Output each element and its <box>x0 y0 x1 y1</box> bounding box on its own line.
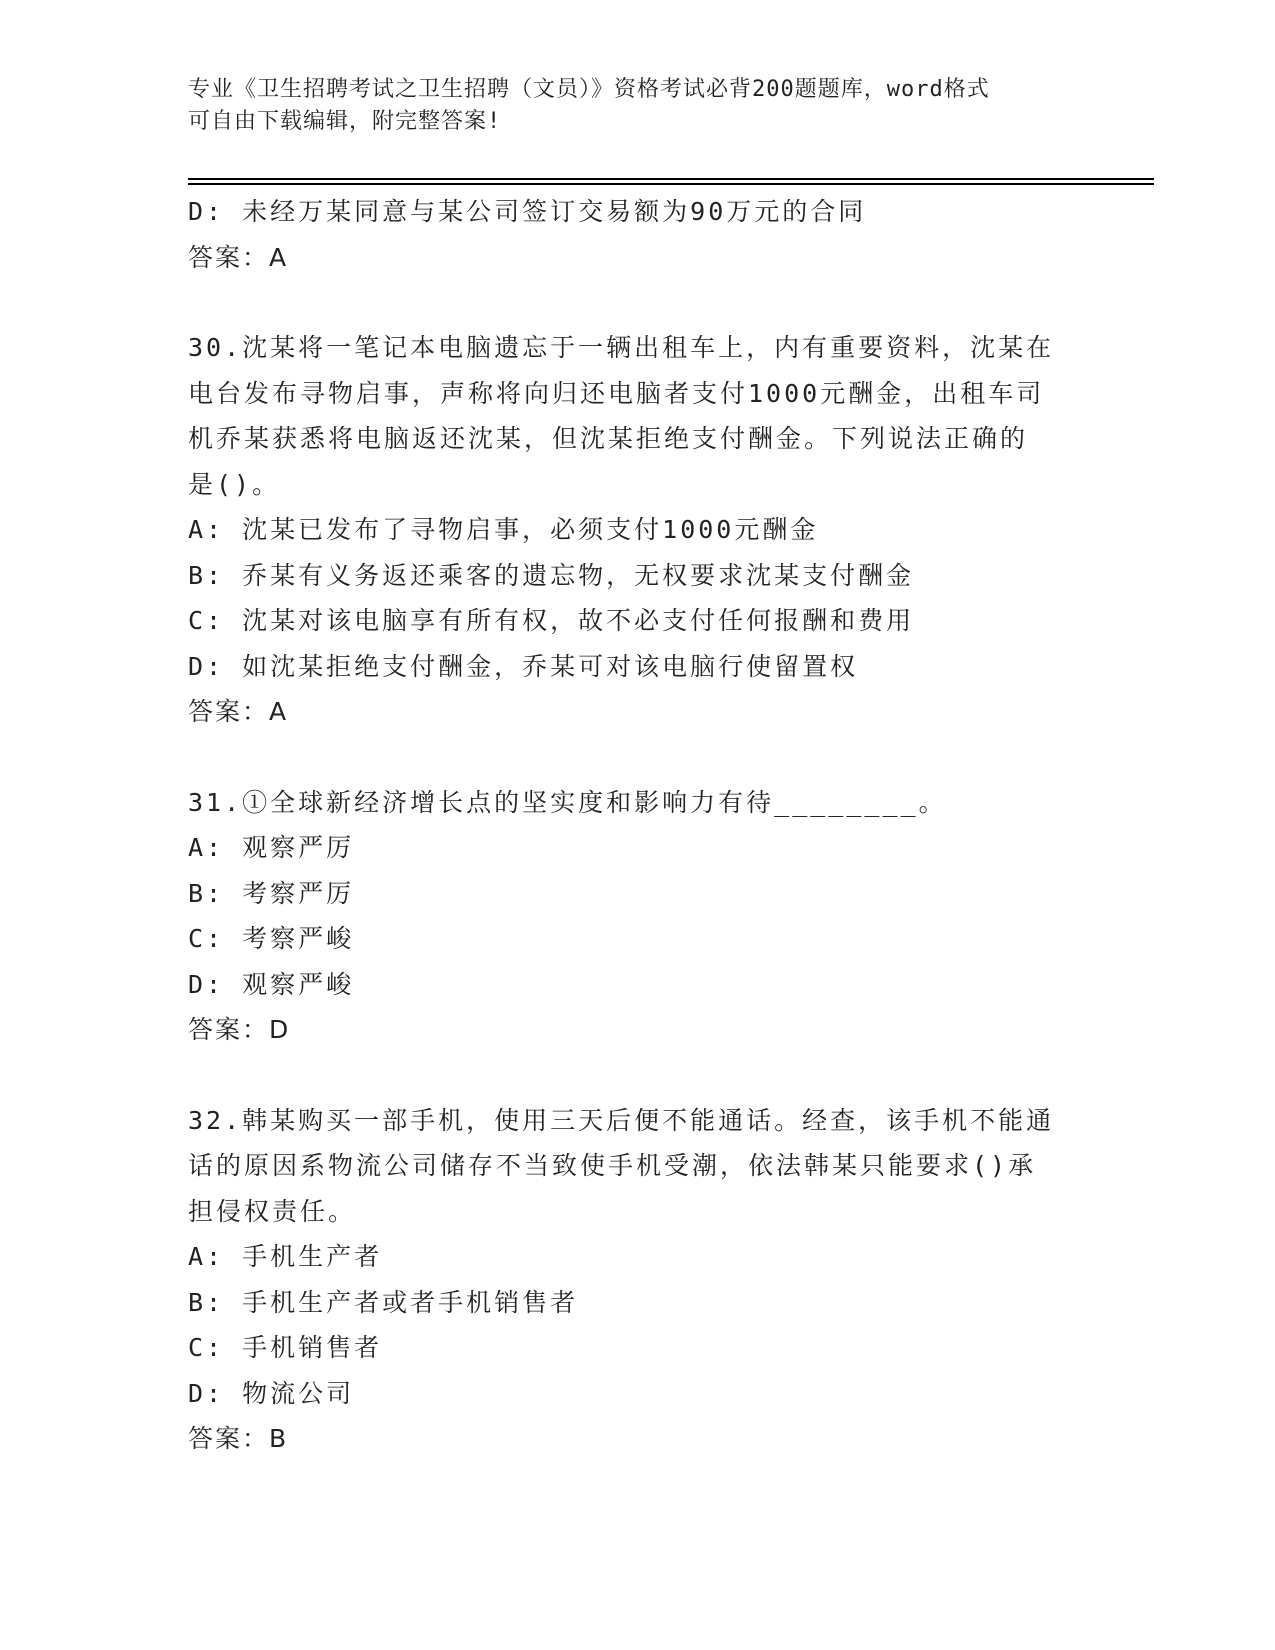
option-d: D: 物流公司 <box>188 1378 355 1408</box>
document-header <box>188 74 1068 138</box>
option-a: A: 观察严厉 <box>188 833 355 862</box>
option-b: B: 考察严厉 <box>188 878 355 908</box>
question-32 <box>188 1098 1088 1462</box>
question-text-line: 是()。 <box>188 469 281 499</box>
question-text-line: 担侵权责任。 <box>188 1196 357 1226</box>
header-rule-top <box>188 178 1154 180</box>
header-line-1: 专业《卫生招聘考试之卫生招聘（文员）》资格考试必背200题题库，word格式 <box>188 77 990 102</box>
option-c: C: 考察严峻 <box>188 924 355 953</box>
option-a: A: 手机生产者 <box>188 1242 383 1271</box>
question-text-line: 机乔某获悉将电脑返还沈某，但沈某拒绝支付酬金。下列说法正确的 <box>188 424 1029 453</box>
question-31 <box>188 780 1088 1053</box>
prev-question-answer: 答案：A <box>188 242 289 272</box>
question-text-line: 电台发布寻物启事，声称将向归还电脑者支付1000元酬金，出租车司 <box>188 378 1045 408</box>
answer: 答案：A <box>188 697 289 726</box>
option-c: C: 沈某对该电脑享有所有权，故不必支付任何报酬和费用 <box>188 606 915 635</box>
answer: 答案：D <box>188 1015 291 1044</box>
option-b: B: 手机生产者或者手机销售者 <box>188 1287 579 1317</box>
option-d: D: 观察严峻 <box>188 969 355 999</box>
document-body <box>188 189 1088 1462</box>
header-line-2: 可自由下载编辑，附完整答案! <box>188 109 502 134</box>
question-30 <box>188 325 1088 735</box>
question-text-line: 话的原因系物流公司储存不当致使手机受潮，依法韩某只能要求()承 <box>188 1151 1037 1180</box>
option-a: A: 沈某已发布了寻物启事，必须支付1000元酬金 <box>188 515 819 544</box>
answer: 答案：B <box>188 1424 289 1453</box>
prev-question-option-d: D: 未经万某同意与某公司签订交易额为90万元的合同 <box>188 197 867 226</box>
question-text-line: 31.①全球新经济增长点的坚实度和影响力有待________。 <box>188 787 947 817</box>
question-text-line: 32.韩某购买一部手机，使用三天后便不能通话。经查，该手机不能通 <box>188 1105 1055 1135</box>
header-rule-bottom <box>188 183 1154 185</box>
spacer <box>188 280 1088 325</box>
option-b: B: 乔某有义务返还乘客的遗忘物，无权要求沈某支付酬金 <box>188 560 915 590</box>
spacer <box>188 735 1088 780</box>
spacer <box>188 1053 1088 1098</box>
question-text-line: 30.沈某将一笔记本电脑遗忘于一辆出租车上，内有重要资料，沈某在 <box>188 333 1055 362</box>
option-d: D: 如沈某拒绝支付酬金，乔某可对该电脑行使留置权 <box>188 651 859 681</box>
option-c: C: 手机销售者 <box>188 1333 383 1362</box>
